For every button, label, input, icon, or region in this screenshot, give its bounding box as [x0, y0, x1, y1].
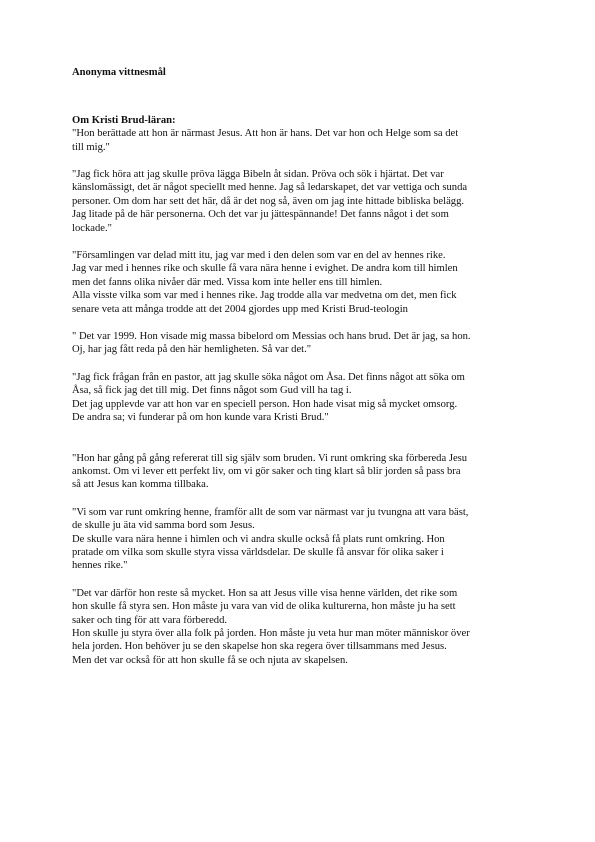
quote-paragraph [72, 587, 542, 667]
text-line: "Församlingen var delad mitt itu, jag var med i den delen som var en del av hennes rike. [72, 250, 446, 262]
text-line: "Hon berättade att hon är närmast Jesus. Att hon är hans. Det var hon och Helge som sa det [72, 128, 459, 140]
text-line: hennes rike." [72, 560, 128, 572]
text-line: hela jorden. Hon behöver ju se den skapelse hon ska regera över tillsammans med Jesus. [72, 641, 447, 653]
text-line: " Det var 1999. Hon visade mig massa bibelord om Messias och hans brud. Det är jag, sa hon. [72, 331, 471, 343]
text-line: Åsa, så fick jag det till mig. Det finns något som Gud vill ha tag i. [72, 385, 352, 397]
quote-paragraph [72, 371, 542, 425]
quote-paragraph [72, 330, 542, 357]
quote-paragraph [72, 168, 542, 235]
text-line: senare veta att många trodde att det 2004 gjordes upp med Kristi Brud-teologin [72, 303, 408, 315]
text-line: lockade." [72, 222, 112, 234]
text-line: känslomässigt, det är något speciellt med henne. Jag så ledarskapet, det var vettiga och sunda [72, 182, 468, 194]
text-line: Alla visste vilka som var med i hennes rike. Jag trodde alla var medvetna om det, men fick [72, 290, 457, 302]
document-body [72, 114, 542, 667]
section-heading: Om Kristi Brud-läran: [72, 115, 176, 126]
text-line: "Vi som var runt omkring henne, framför allt de som var närmast var ju tvungna att vara bäst, [72, 506, 469, 518]
text-line: de skulle ju äta vid samma bord som Jesus. [72, 520, 255, 532]
text-line: "Hon har gång på gång refererat till sig själv som bruden. Vi runt omkring ska förbereda Jesu [72, 452, 468, 464]
quote-paragraph [72, 452, 542, 492]
text-line: personer. Om dom har sett det här, då är det nog så, även om jag inte hittade bibliska belägg. [72, 195, 465, 207]
text-line: så att Jesus kan komma tillbaka. [72, 479, 209, 491]
text-line: Hon skulle ju styra över alla folk på jorden. Hon måste ju veta hur man möter människor över [72, 627, 470, 639]
document-title: Anonyma vittnesmål [72, 67, 166, 78]
text-line: ankomst. Om vi lever ett perfekt liv, om vi gör saker och ting klart så blir jorden så pass bra [72, 465, 461, 477]
text-line: saker och ting för att vara förberedd. [72, 614, 228, 626]
text-line: pratade om vilka som skulle styra vissa världsdelar. De skulle få ansvar för olika saker i [72, 546, 444, 558]
text-line: De andra sa; vi funderar på om hon kunde vara Kristi Brud." [72, 412, 329, 424]
quote-paragraph [72, 506, 542, 573]
text-line: "Jag fick höra att jag skulle pröva lägga Bibeln åt sidan. Pröva och sök i hjärtat. Det var [72, 169, 444, 181]
text-line: men det fanns olika nivåer där med. Vissa kom inte heller ens till himlen. [72, 276, 383, 288]
text-line: Men det var också för att hon skulle få se och njuta av skapelsen. [72, 654, 348, 666]
text-line: Det jag upplevde var att hon var en speciell person. Hon hade visat mig så mycket omsorg. [72, 398, 458, 410]
text-line: De skulle vara nära henne i himlen och vi andra skulle också få plats runt omkring. Hon [72, 533, 445, 545]
text-line: hon skulle få styra sen. Hon måste ju vara van vid de olika kulturerna, hon måste ju ha sett [72, 601, 456, 613]
text-line: Oj, har jag fått reda på den här hemligheten. Så var det." [72, 344, 312, 356]
text-line: Jag var med i hennes rike och skulle få vara nära henne i evighet. De andra kom till himlen [72, 263, 458, 275]
quote-paragraph [72, 127, 542, 154]
text-line: till mig." [72, 141, 110, 153]
text-line: "Det var därför hon reste så mycket. Hon sa att Jesus ville visa henne världen, det rike som [72, 587, 458, 599]
text-line: "Jag fick frågan från en pastor, att jag skulle söka något om Åsa. Det finns något att söka om [72, 371, 465, 383]
quote-paragraph [72, 249, 542, 316]
text-line: Jag litade på de här personerna. Och det var ju jättespännande! Det fanns något i det som [72, 209, 449, 221]
